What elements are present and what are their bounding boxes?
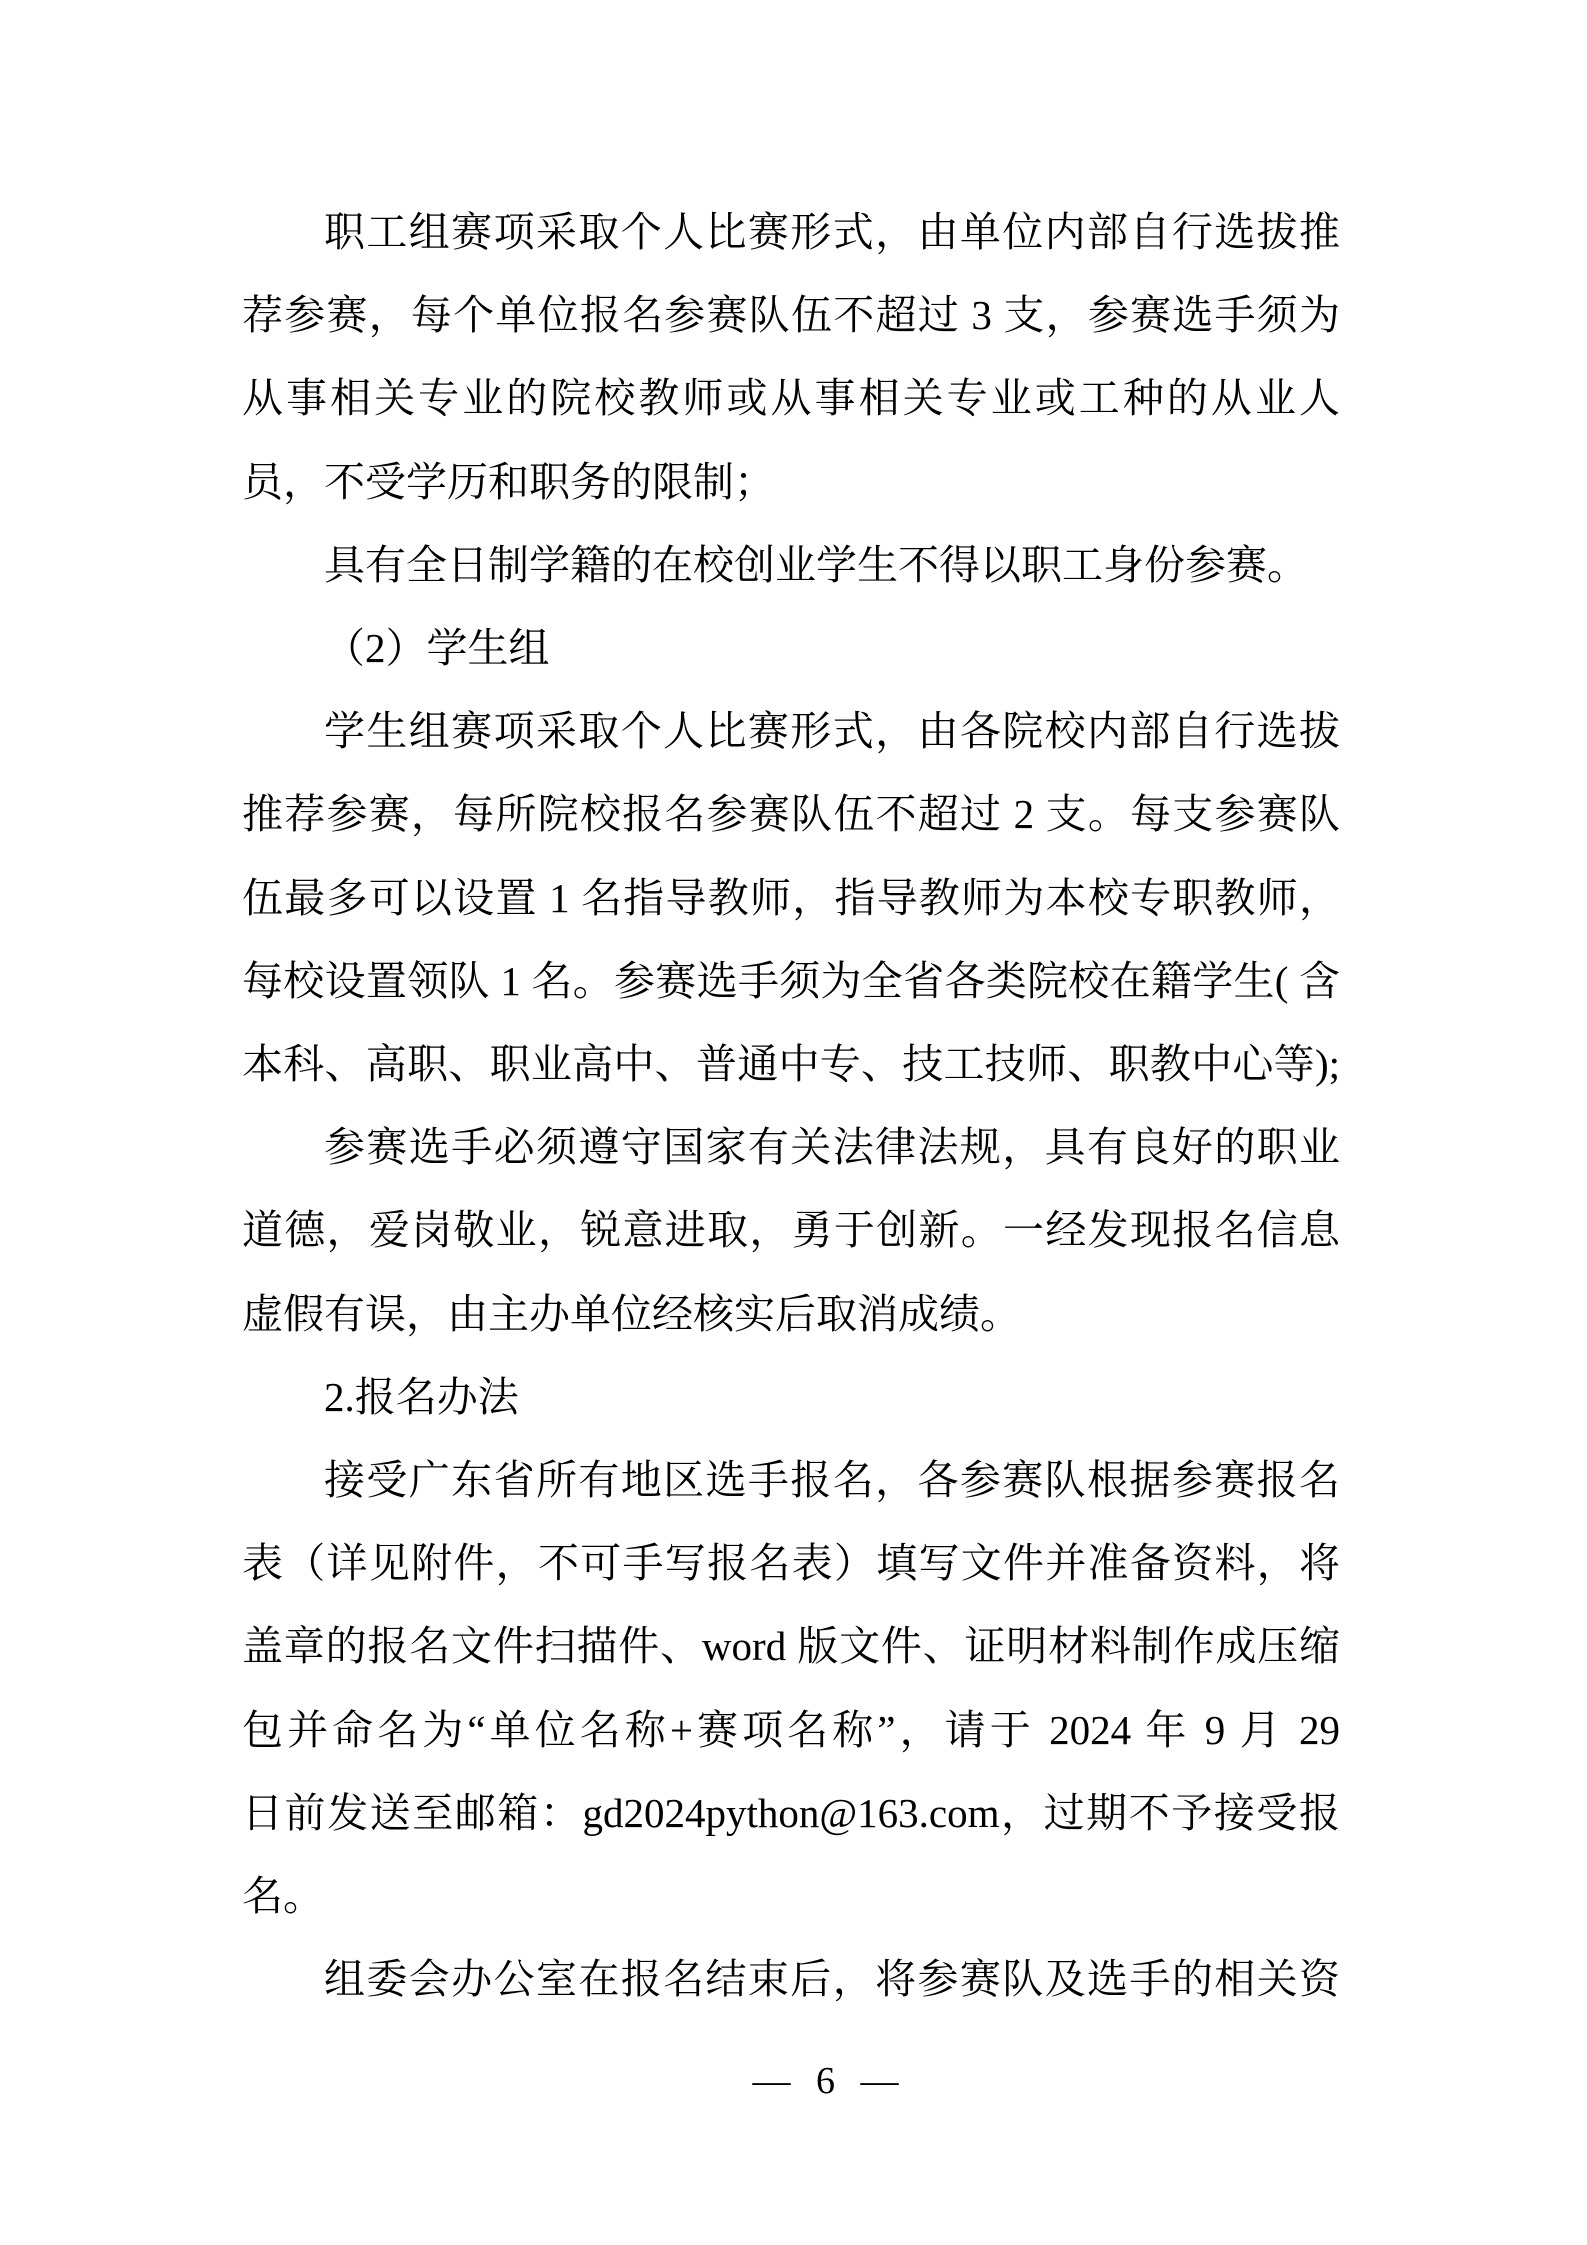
text-line: 参赛选手必须遵守国家有关法律法规，具有良好的职业	[324, 1124, 1340, 1171]
text-line: 学生组赛项采取个人比赛形式，由各院校内部自行选拔	[324, 708, 1340, 755]
page-number: 6	[816, 2060, 835, 2102]
text-line: （2）学生组	[324, 625, 550, 672]
text-line: 包并命名为“单位名称+赛项名称”，请于 2024 年 9 月 29	[242, 1706, 1340, 1753]
text-line: 伍最多可以设置 1 名指导教师，指导教师为本校专职教师，	[242, 874, 1340, 921]
footer-dash-left: —	[752, 2060, 791, 2102]
text-line: 日前发送至邮箱：gd2024python@163.com，过期不予接受报	[242, 1789, 1340, 1836]
page-number-group	[753, 2058, 899, 2104]
text-line: 从事相关专业的院校教师或从事相关专业或工种的从业人	[242, 375, 1340, 422]
footer-dash-right: —	[860, 2060, 899, 2102]
text-line: 盖章的报名文件扫描件、word 版文件、证明材料制作成压缩	[242, 1623, 1340, 1670]
text-line: 职工组赛项采取个人比赛形式，由单位内部自行选拔推	[324, 209, 1340, 255]
text-line: 具有全日制学籍的在校创业学生不得以职工身份参赛。	[324, 541, 1308, 588]
text-line: 虚假有误，由主办单位经核实后取消成绩。	[242, 1290, 1021, 1337]
document-body	[242, 191, 1340, 2021]
text-line: 表（详见附件，不可手写报名表）填写文件并准备资料，将	[242, 1540, 1340, 1587]
text-line: 推荐参赛，每所院校报名参赛队伍不超过 2 支。每支参赛队	[242, 791, 1340, 838]
text-line: 名。	[242, 1873, 324, 1920]
text-line: 本科、高职、职业高中、普通中专、技工技师、职教中心等);	[242, 1041, 1340, 1088]
text-line: 员，不受学历和职务的限制；	[242, 458, 775, 505]
text-line: 接受广东省所有地区选手报名，各参赛队根据参赛报名	[324, 1457, 1340, 1504]
text-line: 道德，爱岗敬业，锐意进取，勇于创新。一经发现报名信息	[242, 1207, 1340, 1254]
text-line: 2.报名办法	[324, 1373, 519, 1420]
text-line: 荐参赛，每个单位报名参赛队伍不超过 3 支，参赛选手须为	[242, 292, 1340, 339]
text-line: 每校设置领队 1 名。参赛选手须为全省各类院校在籍学生( 含	[242, 957, 1340, 1004]
text-line: 组委会办公室在报名结束后，将参赛队及选手的相关资	[324, 1956, 1340, 2003]
page-footer	[0, 2058, 1587, 2104]
